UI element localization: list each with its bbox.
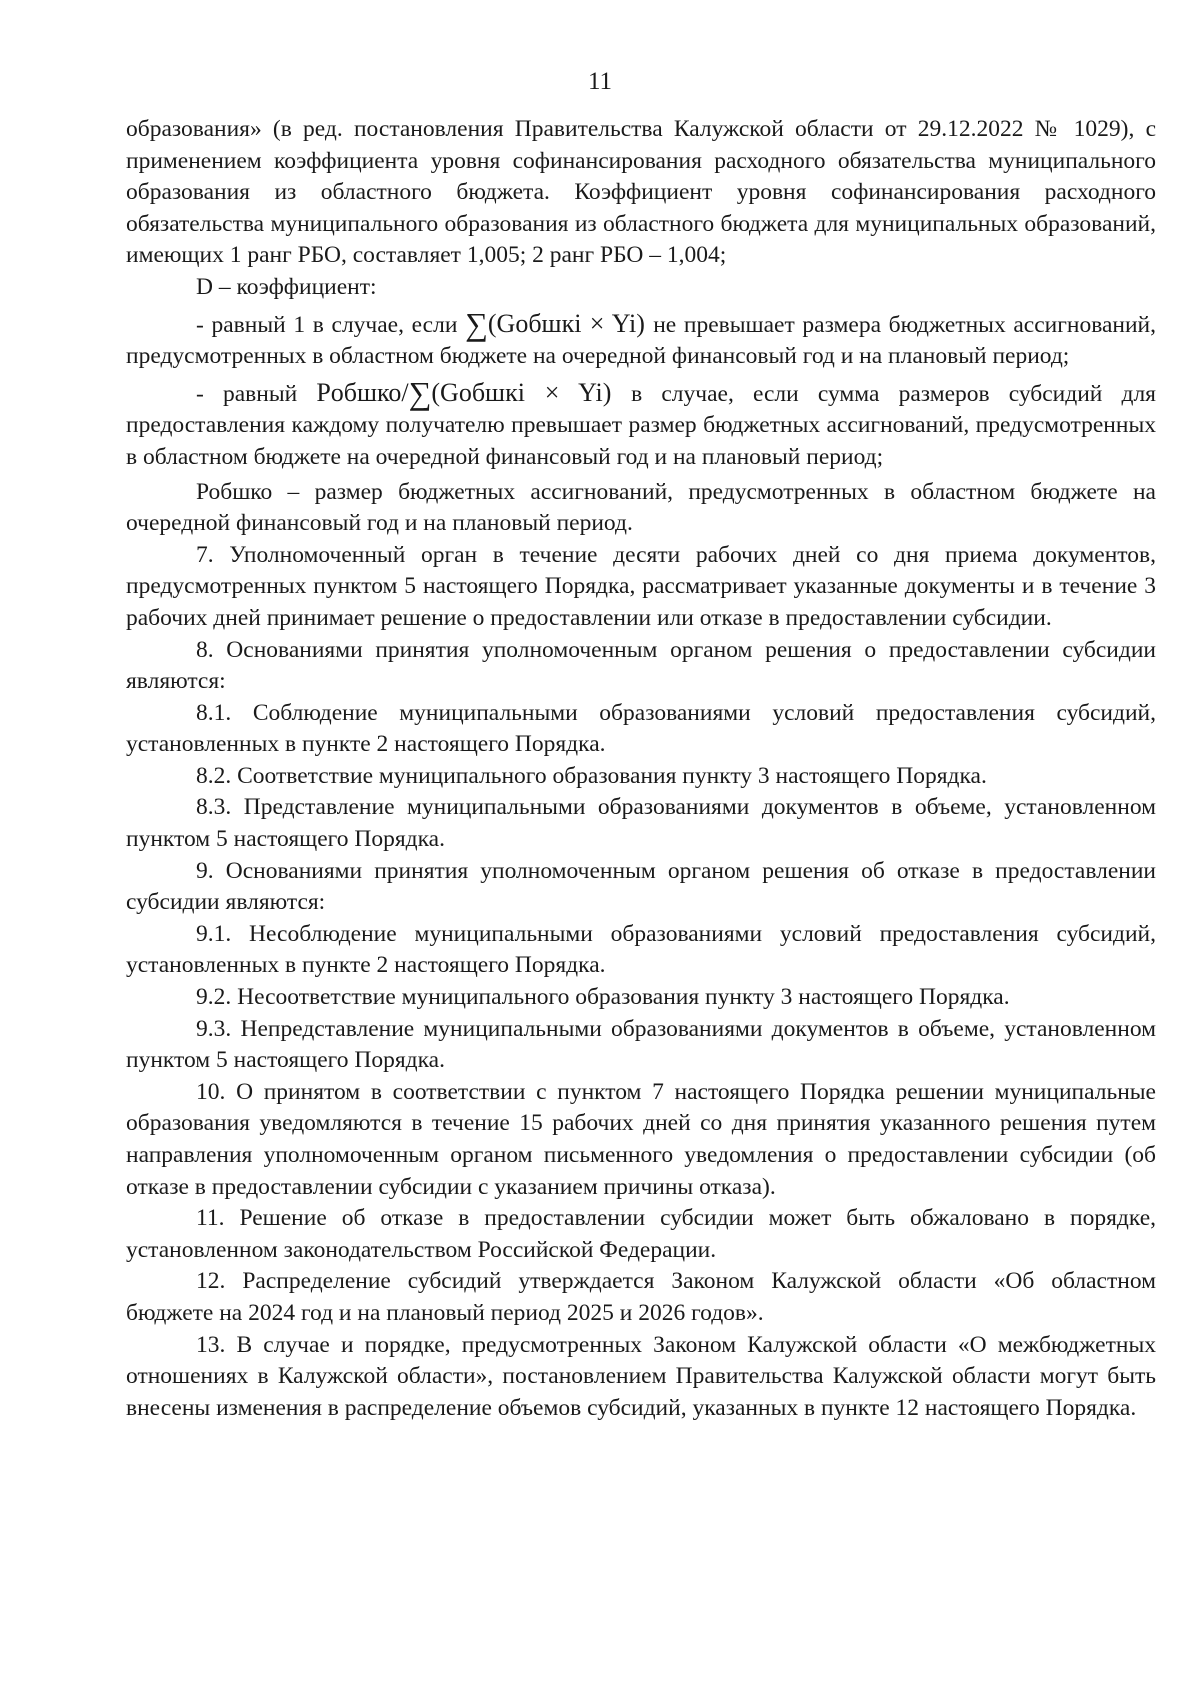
item-8-3: 8.3. Представление муниципальными образованиями документов в объеме, установленном пунктом 5 настоящего Порядка. (126, 794, 1156, 853)
d-case-2-formula-body: (Gобшкi × Yi) (431, 377, 612, 407)
intro-paragraph: образования» (в ред. постановления Правительства Калужской области от 29.12.2022 № 1029), с применением коэффициента уровня софинансирования расходного обязательства муниципального образования из областного бюджета. Коэффициент уровня софинансирования расходного обязательства муниципального образования из областного бюджета для муниципальных образований, имеющих 1 ранг РБО, составляет 1,005; 2 ранг РБО – 1,004; (126, 116, 1156, 269)
item-11: 11. Решение об отказе в предоставлении субсидии может быть обжаловано в порядке, установленном законодательством Российской Федерации. (126, 1205, 1156, 1263)
item-7: 7. Уполномоченный орган в течение десяти рабочих дней со дня приема документов, предусмотренных пунктом 5 настоящего Порядка, рассматривает указанные документы и в течение 3 рабочих дней принимает решение о предоставлении или отказе в предоставлении субсидии. (126, 541, 1156, 631)
d-case-1-suffix: не превышает размера бюджетных ассигнований, предусмотренных в областном бюджете на очередной финансовый год и на плановый период; (126, 311, 1157, 370)
summation-icon: ∑ (465, 305, 488, 342)
item-9-1: 9.1. Несоблюдение муниципальными образованиями условий предоставления субсидий, установленных в пункте 2 настоящего Порядка. (126, 920, 1156, 979)
d-case-1-prefix: - равный 1 в случае, если (196, 311, 458, 338)
d-case-1-formula-body: (Gобшкi × Yi) (487, 308, 645, 338)
item-8-2: 8.2. Соответствие муниципального образования пункту 3 настоящего Порядка. (196, 762, 987, 789)
d-case-2-paragraph (126, 374, 1156, 474)
document-body (126, 114, 1156, 1424)
item-9: 9. Основаниями принятия уполномоченным органом решения об отказе в предоставлении субсидии являются: (126, 857, 1156, 916)
page-number: 11 (587, 68, 613, 95)
d-case-1-formula (465, 305, 653, 342)
item-9-2: 9.2. Несоответствие муниципального образования пункту 3 настоящего Порядка. (196, 984, 1010, 1011)
item-9-3: 9.3. Непредставление муниципальными образованиями документов в объеме, установленном пунктом 5 настоящего Порядка. (126, 1015, 1156, 1074)
d-case-2-prefix: - равный (196, 380, 298, 407)
summation-icon: ∑ (408, 374, 432, 411)
d-case-2-numerator: Pобшко/ (316, 377, 409, 407)
d-case-2-suffix: в случае, если сумма размеров субсидий для предоставления каждому получателю превышает размер бюджетных ассигнований, предусмотренных в областном бюджете на очередной финансовый год и на плановый период; (126, 380, 1156, 470)
d-case-1-paragraph (126, 305, 1157, 373)
item-10: 10. О принятом в соответствии с пунктом 7 настоящего Порядка решении муниципальные образования уведомляются в течение 15 рабочих дней со дня принятия указанного решения путем направления уполномоченным органом письменного уведомления о предоставлении субсидии (об отказе в предоставлении субсидии с указанием причины отказа). (126, 1078, 1156, 1200)
item-8-1: 8.1. Соблюдение муниципальными образованиями условий предоставления субсидий, установленных в пункте 2 настоящего Порядка. (126, 699, 1156, 758)
d-case-2-formula (316, 374, 631, 411)
robshko-definition: Робшко – размер бюджетных ассигнований, предусмотренных в областном бюджете на очередной финансовый год и на плановый период. (126, 478, 1156, 537)
d-coefficient-label: D – коэффициент: (196, 273, 377, 300)
item-12: 12. Распределение субсидий утверждается Законом Калужской области «Об областном бюджете на 2024 год и на плановый период 2025 и 2026 годов». (126, 1268, 1156, 1326)
item-13: 13. В случае и порядке, предусмотренных Законом Калужской области «О межбюджетных отношениях в Калужской области», постановлением Правительства Калужской области могут быть внесены изменения в распределение объемов субсидий, указанных в пункте 12 настоящего Порядка. (126, 1331, 1156, 1421)
item-8: 8. Основаниями принятия уполномоченным органом решения о предоставлении субсидии являются: (126, 636, 1156, 695)
